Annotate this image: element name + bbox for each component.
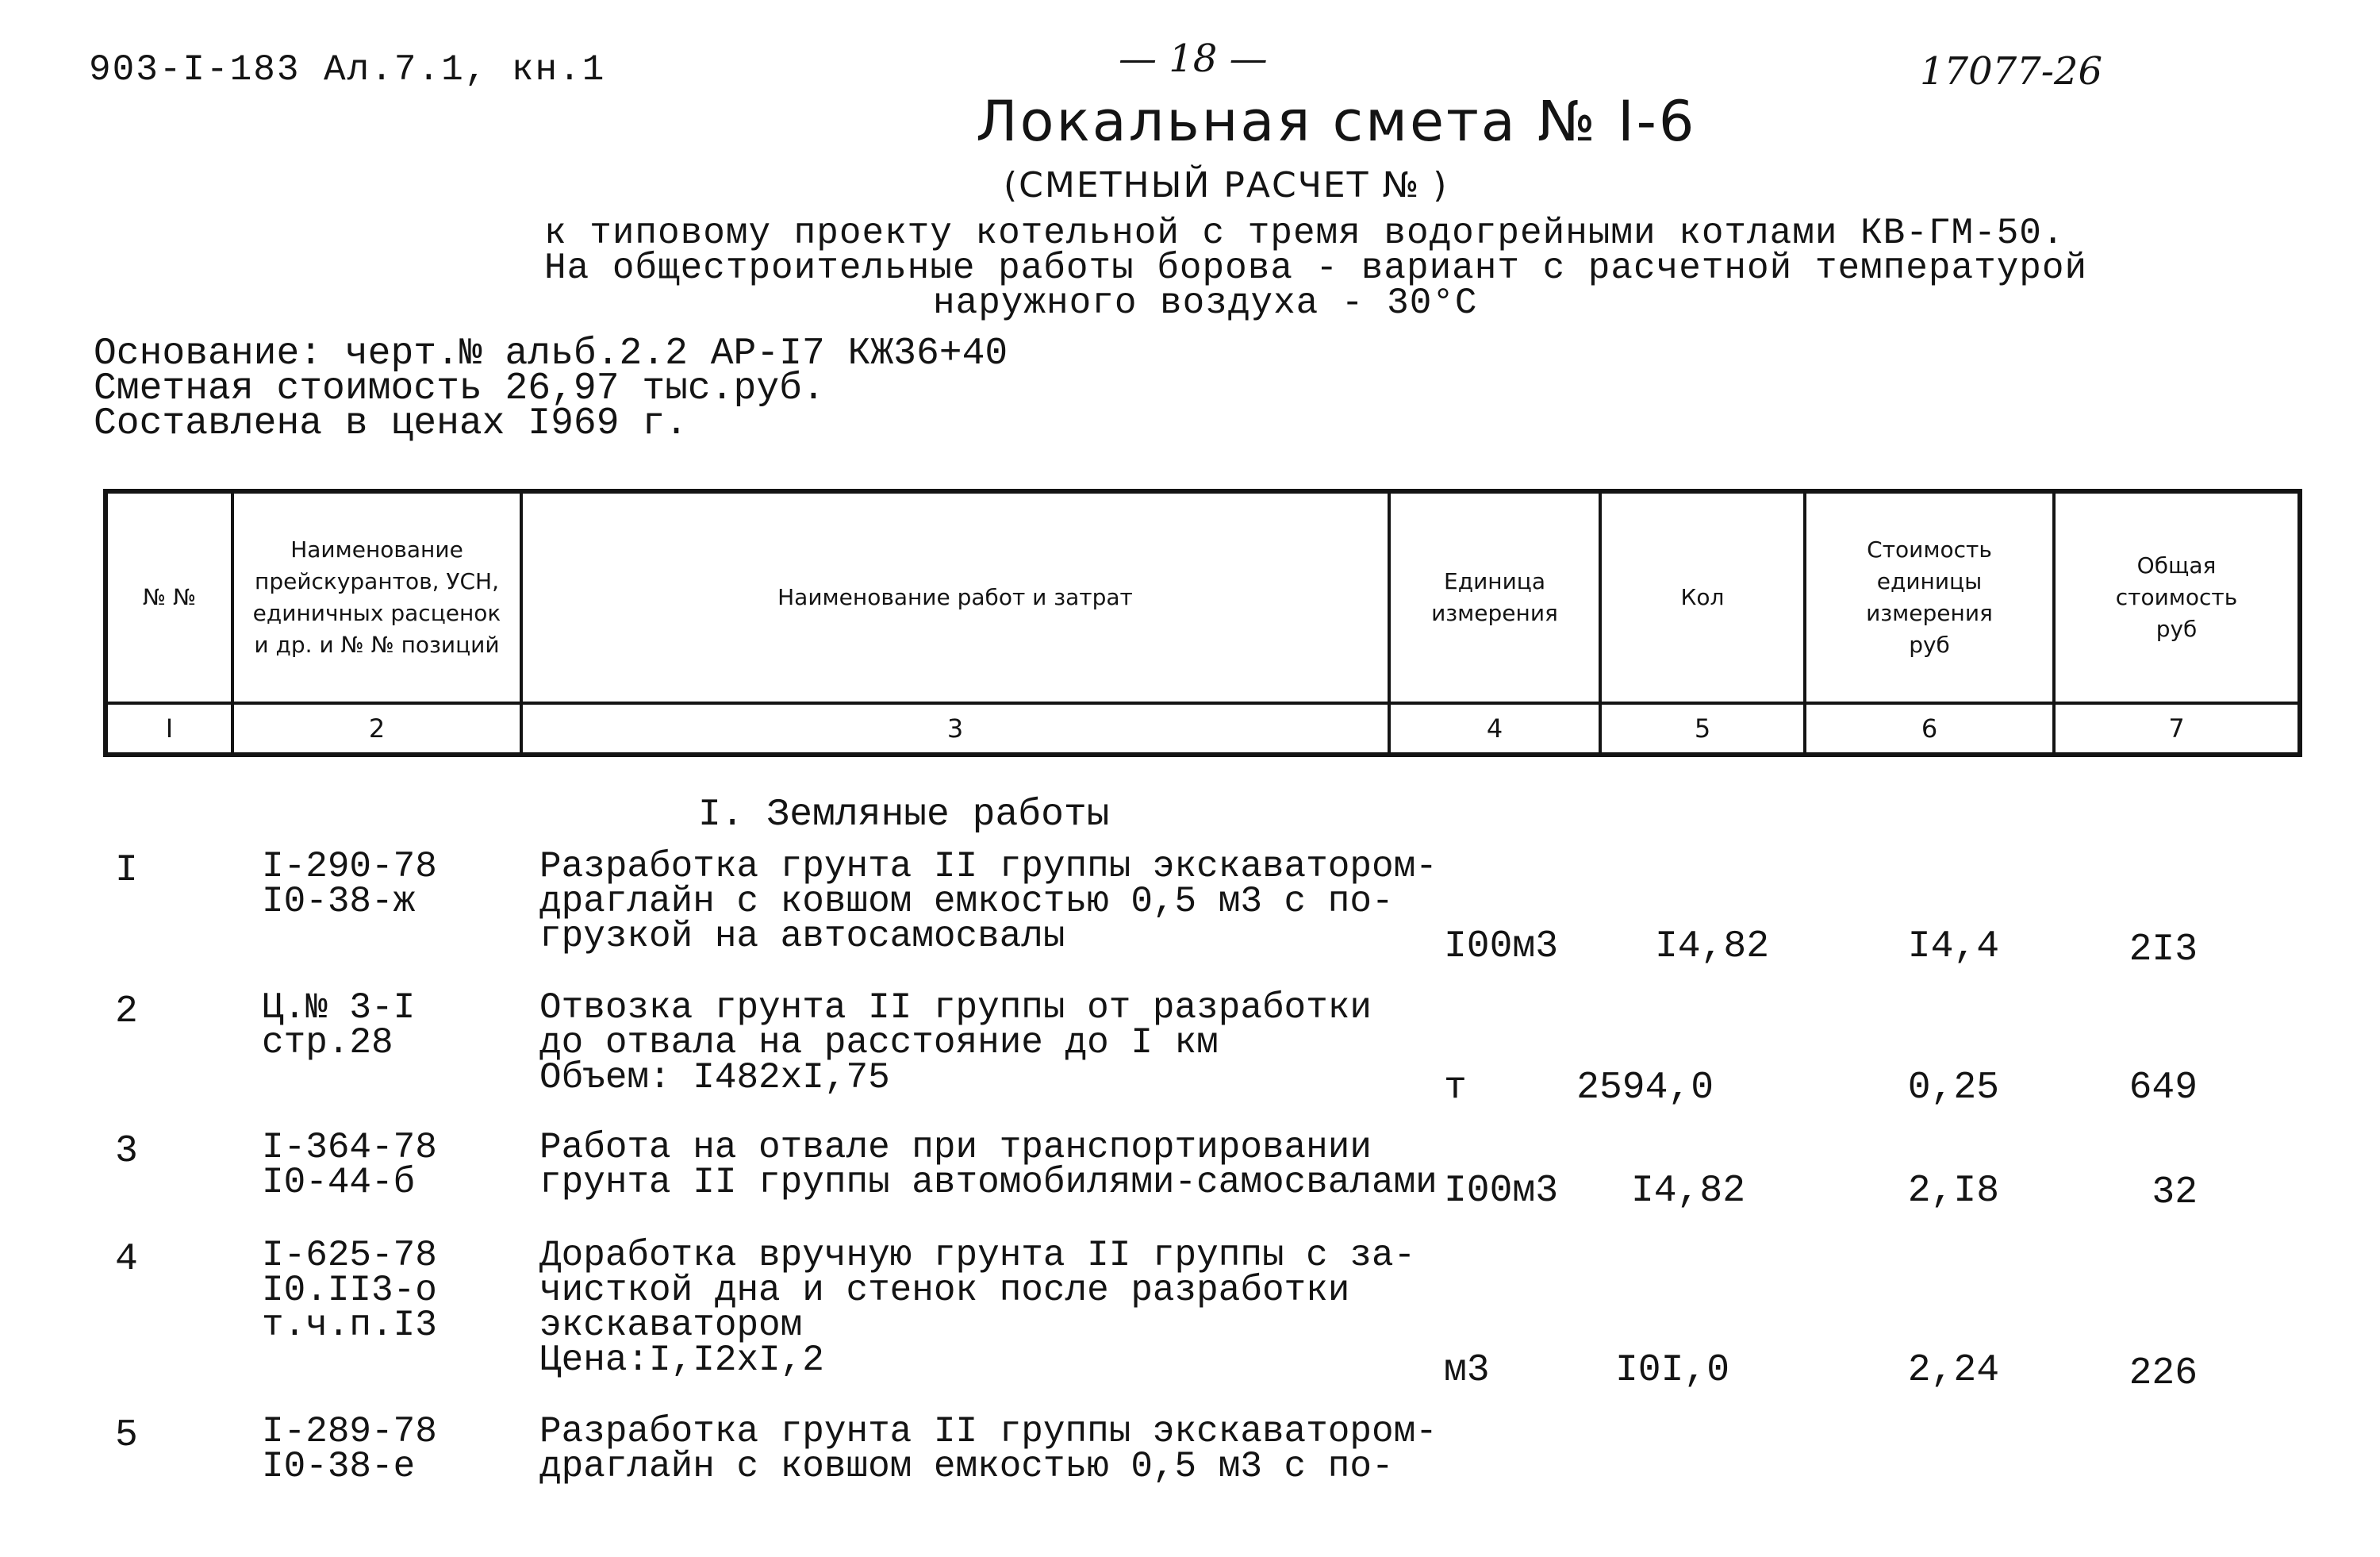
row-number: I xyxy=(115,849,138,892)
column-header-work-name: Наименование работ и затрат xyxy=(521,491,1389,703)
page-subtitle: (СМЕТНЫЙ РАСЧЕТ № ) xyxy=(1004,165,1449,206)
column-header-quantity: Кол xyxy=(1600,491,1805,703)
row-code: I-289-78 I0-38-е xyxy=(262,1411,437,1487)
row-number: 4 xyxy=(115,1238,138,1281)
page-title: Локальная смета № I-6 xyxy=(976,89,1697,154)
description-line: наружного воздуха - 30°С xyxy=(933,283,1478,324)
document-code: 903-I-183 Ал.7.1, кн.1 xyxy=(89,49,606,90)
row-unit: м3 xyxy=(1444,1349,1490,1392)
column-header-code: Наименование прейскурантов, УСН, единичных расценок и др. и № № позиций xyxy=(232,491,521,703)
row-description: Разработка грунта II группы экскаватором- драглайн с ковшом емкостью 0,5 м3 с по- xyxy=(539,1411,1438,1487)
row-code: I-290-78 I0-38-ж xyxy=(262,846,437,922)
estimated-cost-line: Сметная стоимость 26,97 тыс.руб. xyxy=(94,367,825,410)
row-description: Отвозка грунта II группы от разработки до отвала на расстояние до I км Объем: I482хI,75 xyxy=(539,987,1372,1098)
row-quantity: 2594,0 xyxy=(1576,1067,1714,1109)
row-quantity: I0I,0 xyxy=(1614,1349,1729,1392)
row-description: Доработка вручную грунта II группы с за- чисткой дна и стенок после разработки экскаватором Цена:I,I2хI,2 xyxy=(539,1235,1416,1381)
column-number: 2 xyxy=(232,703,521,755)
row-total: 32 xyxy=(2152,1171,2198,1214)
row-unit-price: 0,25 xyxy=(1907,1067,1999,1109)
row-code: Ц.№ 3-I стр.28 xyxy=(262,987,416,1063)
row-unit-price: I4,4 xyxy=(1907,925,1999,968)
section-heading: I. Земляные работы xyxy=(698,794,1110,836)
column-number: 4 xyxy=(1389,703,1600,755)
row-unit: т xyxy=(1444,1067,1467,1109)
row-number: 5 xyxy=(115,1414,138,1457)
description-line: На общестроительные работы борова - вариант с расчетной температурой xyxy=(544,248,2088,289)
row-quantity: I4,82 xyxy=(1630,1170,1745,1213)
column-header-number: № № xyxy=(106,491,232,703)
row-code: I-364-78 I0-44-б xyxy=(262,1127,437,1203)
column-header-total-cost: Общая стоимость руб xyxy=(2054,491,2300,703)
row-total: 226 xyxy=(2129,1352,2198,1395)
archive-number: 17077-26 xyxy=(1920,49,2102,94)
row-number: 3 xyxy=(115,1130,138,1173)
column-number: 3 xyxy=(521,703,1389,755)
price-base-line: Составлена в ценах I969 г. xyxy=(94,402,688,445)
basis-line: Основание: черт.№ альб.2.2 АР-I7 КЖ36+40 xyxy=(94,333,1008,375)
column-number: 5 xyxy=(1600,703,1805,755)
column-number: I xyxy=(106,703,232,755)
row-unit: I00м3 xyxy=(1444,1170,1559,1213)
row-number: 2 xyxy=(115,990,138,1033)
row-total: 2I3 xyxy=(2129,928,2198,971)
row-unit-price: 2,24 xyxy=(1907,1349,1999,1392)
row-description: Разработка грунта II группы экскаватором- драглайн с ковшом емкостью 0,5 м3 с по- грузкой на автосамосвалы xyxy=(539,846,1438,957)
estimate-table-header xyxy=(103,489,2302,757)
row-code: I-625-78 I0.II3-о т.ч.п.I3 xyxy=(262,1235,437,1346)
row-unit-price: 2,I8 xyxy=(1907,1170,1999,1213)
row-description: Работа на отвале при транспортировании грунта II группы автомобилями-самосвалами xyxy=(539,1127,1438,1203)
column-header-unit: Единица измерения xyxy=(1389,491,1600,703)
row-unit: I00м3 xyxy=(1444,925,1559,968)
column-header-unit-cost: Стоимость единицы измерения руб xyxy=(1805,491,2054,703)
row-total: 649 xyxy=(2129,1067,2198,1109)
description-line: к типовому проекту котельной с тремя водогрейными котлами КВ-ГМ-50. xyxy=(544,213,2065,254)
page-number: — 18 — xyxy=(1119,37,1268,81)
column-number: 7 xyxy=(2054,703,2300,755)
row-quantity: I4,82 xyxy=(1654,925,1769,968)
column-number: 6 xyxy=(1805,703,2054,755)
